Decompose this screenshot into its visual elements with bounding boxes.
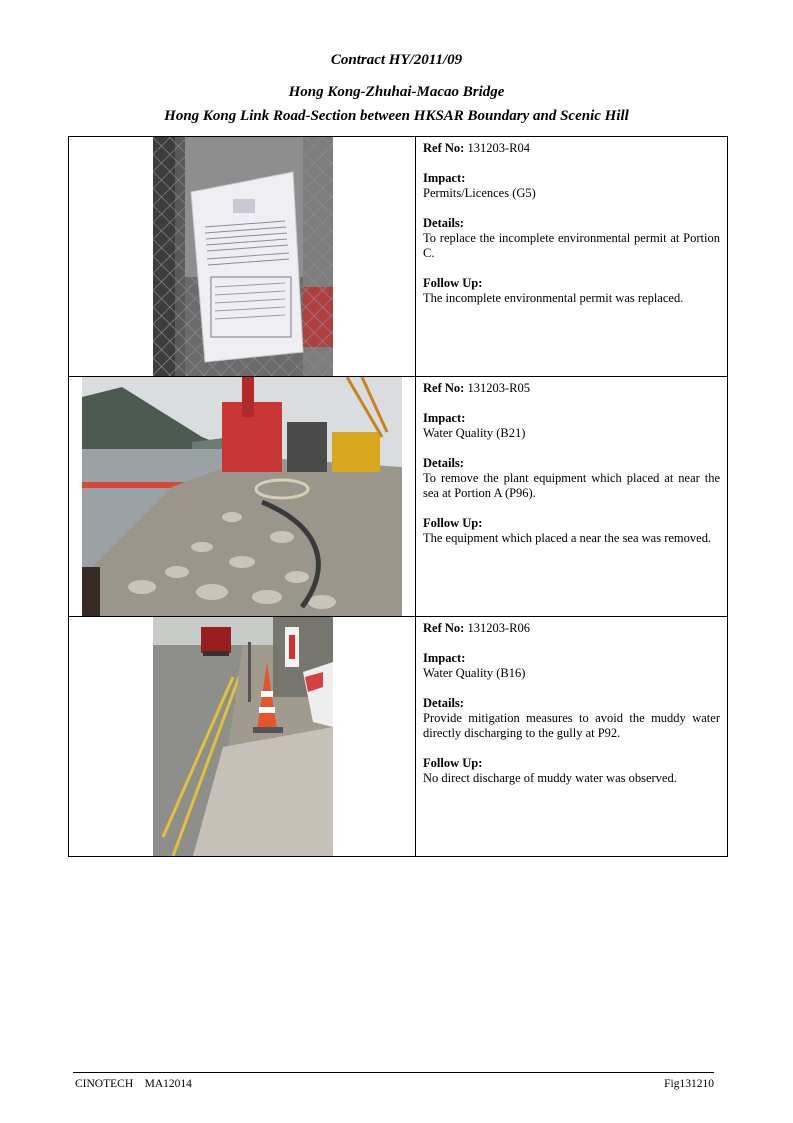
ref-no-line [423, 141, 720, 156]
observation-table [68, 136, 728, 857]
details-label: Details: [423, 696, 464, 710]
details-cell [416, 377, 728, 617]
follow-up-label: Follow Up: [423, 756, 483, 770]
ref-no-value: 131203-R04 [467, 141, 530, 155]
seashore-plant-photo [82, 377, 402, 616]
photo-cell [69, 377, 416, 617]
photo-cell [69, 617, 416, 857]
ref-no-label: Ref No: [423, 381, 465, 395]
ref-no-line [423, 381, 720, 396]
follow-up-label: Follow Up: [423, 516, 483, 530]
permit-on-fence-photo [153, 137, 333, 376]
details-label: Details: [423, 456, 464, 470]
table-row [69, 377, 728, 617]
details-cell [416, 617, 728, 857]
impact-label: Impact: [423, 171, 466, 185]
details-value: Provide mitigation measures to avoid the muddy water directly discharging to the gully at P92. [423, 711, 720, 740]
follow-up-value: The incomplete environmental permit was replaced. [423, 291, 684, 305]
footer-left [75, 1078, 192, 1090]
details-label: Details: [423, 216, 464, 230]
details-cell [416, 137, 728, 377]
details-value: To replace the incomplete environmental permit at Portion C. [423, 231, 720, 260]
project-title: Hong Kong-Zhuhai-Macao Bridge [288, 84, 505, 100]
ref-no-line [423, 621, 720, 636]
ref-no-label: Ref No: [423, 621, 465, 635]
follow-up-value: No direct discharge of muddy water was observed. [423, 771, 677, 785]
follow-up-value: The equipment which placed a near the sea was removed. [423, 531, 712, 545]
impact-value: Permits/Licences (G5) [423, 186, 536, 200]
impact-label: Impact: [423, 411, 466, 425]
impact-value: Water Quality (B16) [423, 666, 526, 680]
table-row [69, 137, 728, 377]
roadside-gully-photo [153, 617, 333, 856]
footer-company: CINOTECH [75, 1078, 134, 1090]
follow-up-label: Follow Up: [423, 276, 483, 290]
footer-figure: Fig131210 [664, 1078, 714, 1090]
footer-report: MA12014 [144, 1078, 192, 1090]
section-title: Hong Kong Link Road-Section between HKSAR Boundary and Scenic Hill [164, 108, 629, 124]
impact-label: Impact: [423, 651, 466, 665]
impact-value: Water Quality (B21) [423, 426, 526, 440]
table-row [69, 617, 728, 857]
ref-no-value: 131203-R06 [467, 621, 530, 635]
footer-divider [73, 1072, 714, 1073]
ref-no-value: 131203-R05 [467, 381, 530, 395]
photo-cell [69, 137, 416, 377]
contract-title: Contract HY/2011/09 [330, 52, 463, 68]
ref-no-label: Ref No: [423, 141, 465, 155]
details-value: To remove the plant equipment which placed at near the sea at Portion A (P96). [423, 471, 720, 500]
